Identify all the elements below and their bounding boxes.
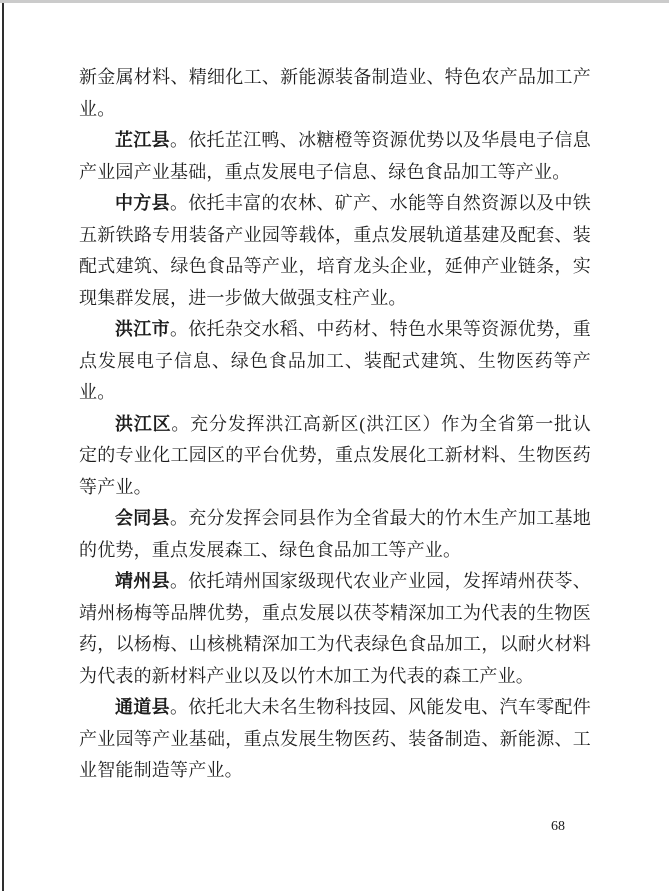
paragraph-text: 。依托丰富的农林、矿产、水能等自然资源以及中铁五新铁路专用装备产业园等载体，重点发展轨道基建及配套、装配式建筑、绿色食品等产业，培育龙头企业，延伸产业链条，实现集群发展，进一步做大做强支柱产业。 (79, 193, 591, 308)
paragraph-hongjiang-district (79, 409, 591, 504)
paragraph-zhijiang-county (79, 125, 591, 188)
paragraph-jingzhou-county (79, 566, 591, 692)
paragraph-text: 。依托杂交水稻、中药材、特色水果等资源优势，重点发展电子信息、绿色食品加工、装配式建筑、生物医药等产业。 (79, 319, 591, 402)
county-name-bold: 通道县 (115, 697, 170, 717)
county-name-bold: 芷江县 (115, 130, 170, 150)
county-name-bold: 会同县 (115, 508, 170, 528)
paragraph-hongjiang-city (79, 314, 591, 409)
paragraph-text: 。依托芷江鸭、冰糖橙等资源优势以及华晨电子信息产业园产业基础，重点发展电子信息、绿色食品加工等产业。 (79, 130, 591, 182)
paragraph-text: 。依托北大未名生物科技园、风能发电、汽车零配件产业园等产业基础，重点发展生物医药、装备制造、新能源、工业智能制造等产业。 (79, 697, 591, 780)
paragraph-text: 。充分发挥洪江高新区(洪江区）作为全省第一批认定的专业化工园区的平台优势，重点发展化工新材料、生物医药等产业。 (79, 413, 592, 497)
paragraph-huitong-county (79, 503, 591, 566)
paragraph-tongdao-county (79, 692, 591, 787)
page-number: 68 (551, 819, 565, 834)
paragraph-continuation (79, 62, 591, 125)
paragraph-text: 新金属材料、精细化工、新能源装备制造业、特色农产品加工产业。 (79, 67, 591, 119)
scan-top-edge (0, 0, 669, 3)
county-name-bold: 中方县 (115, 193, 170, 213)
county-name-bold: 洪江市 (115, 319, 170, 339)
scan-left-edge (2, 3, 4, 891)
county-name-bold: 洪江区 (115, 413, 172, 434)
document-text-block (79, 62, 591, 787)
paragraph-zhongfang-county (79, 188, 591, 314)
paragraph-text: 。充分发挥会同县作为全省最大的竹木生产加工基地的优势，重点发展森工、绿色食品加工等产业。 (79, 508, 591, 560)
paragraph-text: 。依托靖州国家级现代农业产业园，发挥靖州茯苓、靖州杨梅等品牌优势，重点发展以茯苓精深加工为代表的生物医药，以杨梅、山核桃精深加工为代表绿色食品加工，以耐火材料为代表的新材料产业以及以竹木加工为代表的森工产业。 (79, 571, 591, 686)
county-name-bold: 靖州县 (115, 571, 170, 591)
